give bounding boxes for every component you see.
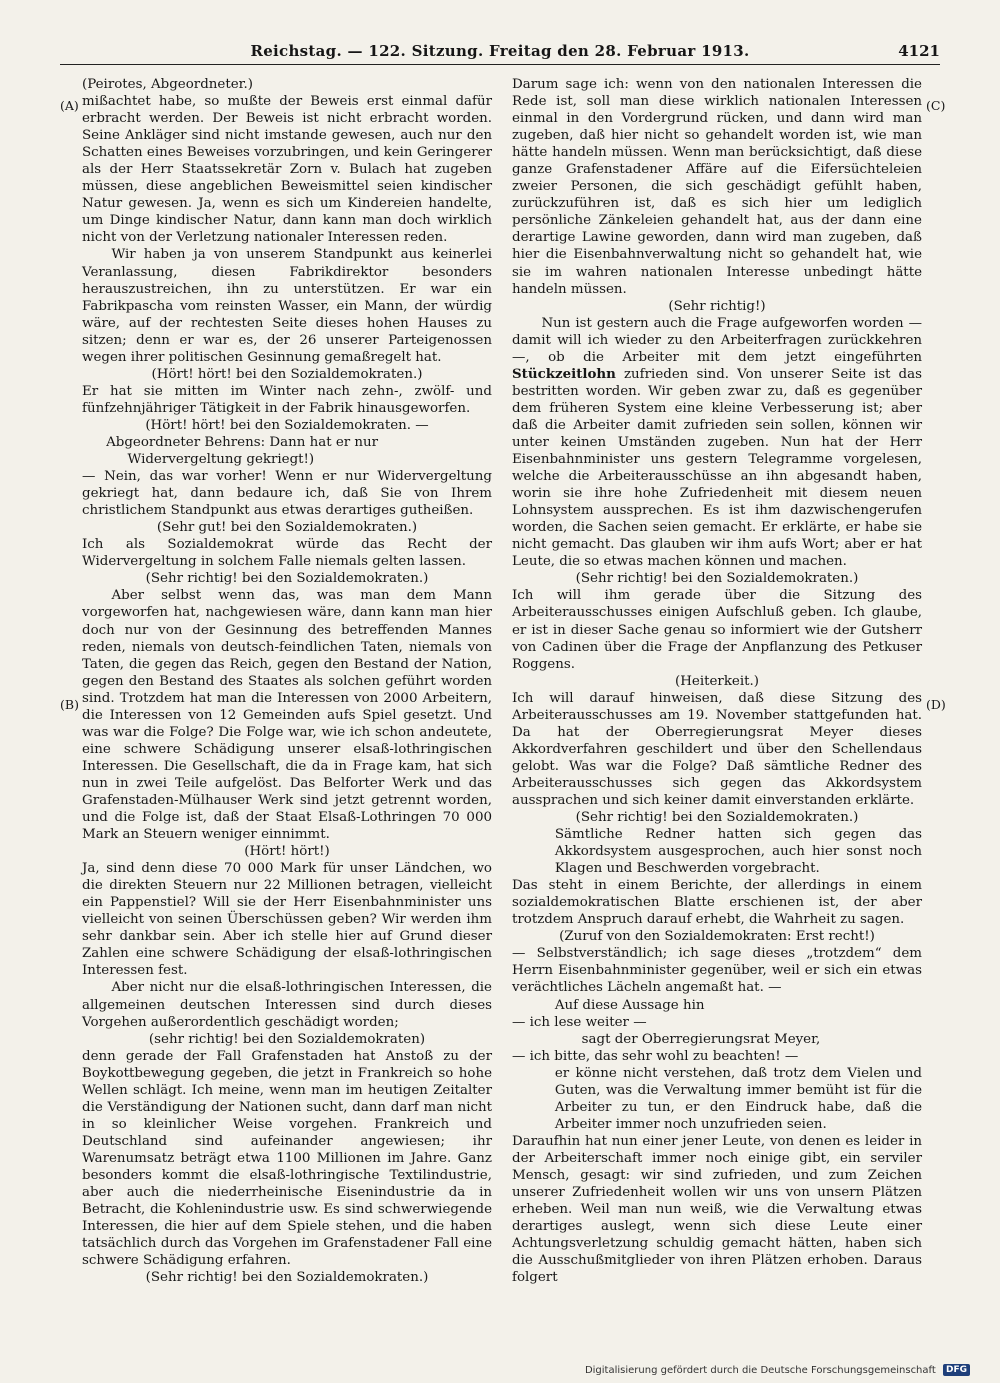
footer-text: Digitalisierung gefördert durch die Deutsche Forschungsgemeinschaft [584, 1365, 936, 1376]
right-column-paragraph: (Sehr richtig! bei den Sozialdemokraten.) [575, 571, 859, 587]
right-column-paragraph: Ich will ihm gerade über die Sitzung des Arbeiterausschusses einigen Aufschluß geben. Ich glaube, er ist in dieser Sache genau so informiert wie der Gutsherr von Cadinen über die Frage der Anpflanzung des Petkuser Roggens. [512, 588, 922, 672]
left-column-paragraph: (Hört! hört!) [244, 844, 330, 860]
left-column-paragraph: Ich als Sozialdemokrat würde das Recht der Widervergeltung in solchem Falle niemals gelten lassen. [82, 537, 492, 570]
right-column-paragraph: er könne nicht verstehen, daß trotz dem Vielen und Guten, was die Verwaltung immer bemüht ist für die Arbeiter zu tun, er den Eindruck habe, daß die Arbeiter immer noch unzufrieden seien. [554, 1065, 922, 1132]
left-column-paragraph: Aber nicht nur die elsaß-lothringischen Interessen, die allgemeinen deutschen Interessen sind durch dieses Vorgehen außerordentlich geschädigt worden; [82, 980, 492, 1030]
right-column-paragraph: Sämtliche Redner hatten sich gegen das Akkordsystem ausgesprochen, auch hier sonst noch Klagen und Beschwerden vorgebracht. [554, 827, 922, 877]
left-column-paragraph: (Hört! hört! bei den Sozialdemokraten. — [145, 417, 429, 433]
right-column-paragraph: sagt der Oberregierungsrat Meyer, [581, 1031, 821, 1047]
left-column-paragraph: (Hört! hört! bei den Sozialdemokraten.) [151, 366, 423, 382]
margin-marker-b: (B) [60, 697, 79, 712]
left-column-paragraph: (Peirotes, Abgeordneter.) [82, 77, 254, 92]
right-column-paragraph: (Sehr richtig!) [668, 298, 766, 314]
dfg-logo: DFG [943, 1364, 970, 1376]
left-column-paragraph: Aber selbst wenn das, was man dem Mann vorgeworfen hat, nachgewiesen wäre, dann kann man hier doch nur von der Gesinnung des betreffenden Mannes reden, niemals von deutsch-feindlichen Taten, niemals von Taten, die gegen das Reich, gegen den Bestand der Nation, gegen den Bestand des Staates als solchen geführt worden sind. Trotzdem hat man die Interessen von 2000 Arbeitern, die Interessen von 12 Gemeinden aufs Spiel gesetzt. Und was war die Folge? Die Folge war, wie ich schon andeutete, eine schwere Schädigung unserer elsaß-lothringischen Interessen. Die Gesellschaft, die da in Frage kam, hat sich nun in zwei Teile aufgelöst. Das Belforter Werk und das Grafenstaden-Mülhauser Werk sind jetzt getrennt worden, und die Folge ist, daß der Staat Elsaß-Lothringen 70 000 Mark an Steuern weniger einnimmt. [82, 588, 492, 843]
left-column-paragraph: Abgeordneter Behrens: Dann hat er nur Widervergeltung gekriegt!) [106, 434, 379, 468]
left-column-paragraph: Ja, sind denn diese 70 000 Mark für unser Ländchen, wo die direkten Steuern nur 22 Millionen betragen, vielleicht ein Pappenstiel? Will sie der Herr Eisenbahnminister uns vielleicht von seinen Überschüssen geben? Wir werden ihm sehr dankbar sein. Aber ich stelle hier auf Grund dieser Zahlen eine schwere Schädigung der elsaß-lothringischen Interessen fest. [82, 861, 492, 979]
header-title: Reichstag. — 122. Sitzung. Freitag den 28. Februar 1913. [250, 42, 750, 60]
margin-marker-c: (C) [926, 98, 946, 113]
right-column-paragraph: Darum sage ich: wenn von den nationalen Interessen die Rede ist, soll man diese wirklich nationalen Interessen einmal in den Vordergrund rücken, und dann wird man zugeben, daß hier nicht so gehandelt worden ist, wie man hätte handeln müssen. Wenn man berücksichtigt, daß diese ganze Grafenstadener Affäre auf die Eifersüchteleien zweier Personen, die sich geschädigt gefühlt haben, zurückzuführen ist, daß es sich hier um lediglich persönliche Zänkeleien gehandelt hat, aus der dann eine derartige Lawine geworden, dann wird man zugeben, daß hier die Eisenbahnverwaltung nicht so gehandelt hat, wie sie im wahren nationalen Interesse unbedingt hätte handeln müssen. [512, 77, 922, 297]
left-column-paragraph: mißachtet habe, so mußte der Beweis erst einmal dafür erbracht werden. Der Beweis ist nicht erbracht worden. Seine Ankläger sind nicht imstande gewesen, auch nur den Schatten eines Beweises vorzubringen, und kein Geringerer als der Herr Staatssekretär Zorn v. Bulach hat zugeben müssen, diese angeblichen Beweismittel seien kindischer Natur gewesen. Ja, wenn es sich um Kindereien handelte, um Dinge kindischer Natur, dann kann man doch wirklich nicht von der Verletzung nationaler Interessen reden. [82, 94, 492, 246]
right-column-paragraph: — ich lese weiter — [512, 1014, 647, 1030]
right-column-paragraph: Das steht in einem Berichte, der allerdings in einem sozialdemokratischen Blatte erschienen ist, der aber trotzdem Anspruch darauf erhebt, die Wahrheit zu sagen. [512, 878, 922, 928]
page-header [60, 42, 940, 65]
right-column-paragraph: Ich will darauf hinweisen, daß diese Sitzung des Arbeiterausschusses am 19. November stattgefunden hat. Da hat der Oberregierungsrat Meyer dieses Akkordverfahren geschildert und über den Schellendaus gelobt. Was war die Folge? Daß sämtliche Redner des Arbeiterausschusses sich gegen das Akkordsystem aussprachen und sich keiner damit einverstanden erklärte. [512, 690, 922, 808]
right-column-paragraph: Daraufhin hat nun einer jener Leute, von denen es leider in der Arbeiterschaft immer noch einige gibt, ein serviler Mensch, gesagt: wir sind zufrieden, und zum Zeichen unserer Zufriedenheit wollen wir uns von unsern Plätzen erheben. Weil man nun weiß, wie die Verwaltung etwas derartiges auslegt, wenn sich diese Leute einer Achtungsverletzung schuldig gemacht hätten, haben sich die Ausschußmitglieder von ihren Plätzen erhoben. Daraus folgert [512, 1133, 922, 1286]
emphasized-term: Stückzeitlohn [512, 365, 616, 382]
right-column-paragraph: (Zuruf von den Sozialdemokraten: Erst recht!) [559, 929, 875, 945]
left-column-paragraph: Wir haben ja von unserem Standpunkt aus keinerlei Veranlassung, diesen Fabrikdirektor besonders herauszustreichen, ihn zu unterstützen. Er war ein Fabrikpascha vom reinsten Wasser, ein Mann, der würdig wäre, auf der rechtesten Seite dieses hohen Hauses zu sitzen; denn er war es, der 26 unserer Parteigenossen wegen ihrer politischen Gesinnung gemaßregelt hat. [82, 247, 492, 365]
left-column-paragraph: (sehr richtig! bei den Sozialdemokraten) [148, 1031, 426, 1047]
left-column-paragraph: (Sehr gut! bei den Sozialdemokraten.) [156, 520, 418, 536]
right-column-paragraph: — ich bitte, das sehr wohl zu beachten! — [512, 1048, 799, 1064]
left-column-paragraph: (Sehr richtig! bei den Sozialdemokraten.) [145, 571, 429, 587]
left-column-paragraph: Er hat sie mitten im Winter nach zehn-, zwölf- und fünfzehnjähriger Tätigkeit in der Fabrik hinausgeworfen. [82, 383, 492, 416]
margin-marker-d: (D) [926, 697, 946, 712]
right-column-paragraph: — Selbstverständlich; ich sage dieses „trotzdem“ dem Herrn Eisenbahnminister gegenüber, weil er sich ein etwas verächtliches Lächeln angemaßt hat. — [512, 946, 922, 996]
right-column-paragraph: (Sehr richtig! bei den Sozialdemokraten.) [575, 810, 859, 826]
right-column-paragraph: Auf diese Aussage hin [554, 997, 705, 1013]
right-column-paragraph: (Heiterkeit.) [675, 673, 759, 689]
right-column [512, 76, 922, 1286]
right-column-paragraph: Nun ist gestern auch die Frage aufgeworfen worden — damit will ich wieder zu den Arbeiterfragen zurückkehren —, ob die Arbeiter mit dem jetzt eingeführten Stückzeitlohn zufrieden sind. Von unserer Seite ist das bestritten worden. Wir geben zwar zu, daß es gegenüber dem früheren System eine kleine Verbesserung ist; aber daß die Arbeiter damit zufrieden sein sollen, können wir unter keinen Umständen zugeben. Nun hat der Herr Eisenbahnminister uns gestern Telegramme vorgelesen, welche die Arbeiterausschüsse an ihn abgesandt haben, worin sie ihre hohe Zufriedenheit mit diesem neuen Lohnsystem aussprechen. Es ist ihm dazwischengerufen worden, die Sachen seien gemacht. Er erklärte, er habe sie nicht gemacht. Das glauben wir ihm aufs Wort; aber er hat Leute, die so etwas machen können und machen. [512, 315, 922, 570]
left-column-paragraph: (Sehr richtig! bei den Sozialdemokraten.) [145, 1270, 429, 1286]
left-column-paragraph: denn gerade der Fall Grafenstaden hat Anstoß zu der Boykottbewegung gegeben, die jetzt in Frankreich so hohe Wellen schlägt. Ich meine, wenn man im heutigen Zeitalter die Verständigung der Nationen sucht, dann darf man nicht in so kleinlicher Weise vorgehen. Frankreich und Deutschland sind aufeinander angewiesen; ihr Warenumsatz beträgt etwa 1100 Millionen im Jahre. Ganz besonders kommt die elsaß-lothringische Textilindustrie, aber auch die niederrheinische Eisenindustrie da in Betracht, die Kohlenindustrie usw. Es sind schwerwiegende Interessen, die hier auf dem Spiele stehen, und die haben tatsächlich durch das Vorgehen im Grafenstadener Fall eine schwere Schädigung erfahren. [82, 1048, 492, 1269]
margin-marker-a: (A) [60, 98, 79, 113]
page-footer [0, 1364, 970, 1376]
left-column-paragraph: — Nein, das war vorher! Wenn er nur Widervergeltung gekriegt hat, dann bedaure ich, daß Sie von Ihrem christlichem Standpunkt aus etwas derartiges gutheißen. [82, 469, 492, 519]
left-column [82, 76, 492, 1286]
page-number: 4121 [898, 42, 940, 60]
